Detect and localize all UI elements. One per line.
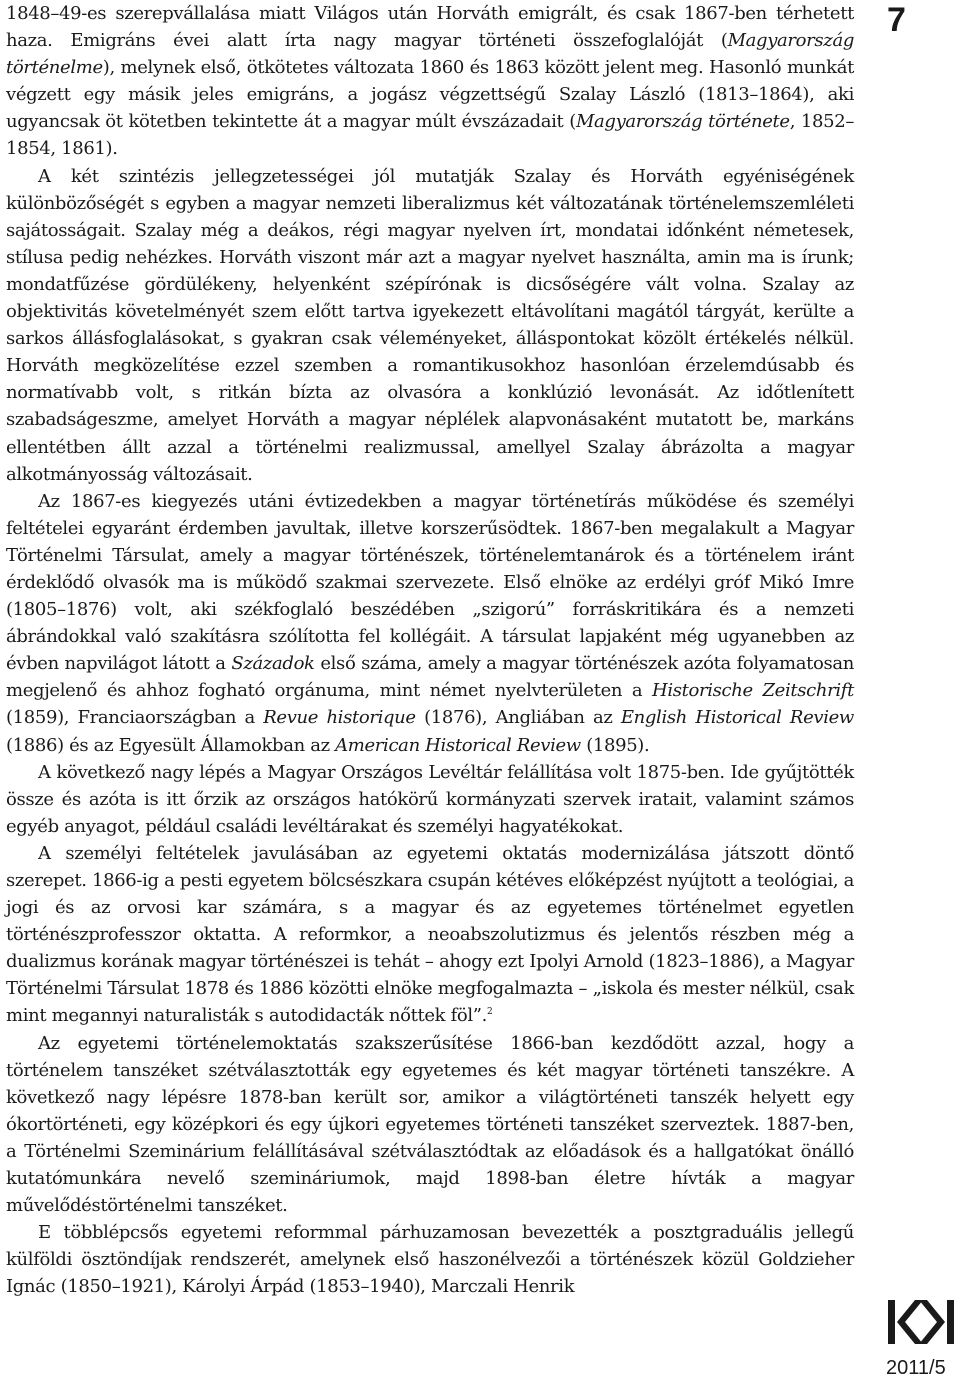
italic-title: American Historical Review <box>335 734 581 756</box>
paragraph <box>6 759 854 840</box>
text-run: (1886) és az Egyesült Államokban az <box>6 734 336 756</box>
text-run: első száma, amely a magyar történészek azóta folyamatosan megjelenő és ahhoz fogható orgánuma, mint német nyelvterületen a <box>6 653 854 702</box>
italic-title: Revue historique <box>263 707 416 729</box>
paragraph <box>6 1219 854 1300</box>
text-run: (1859), Franciaországban a <box>6 707 264 729</box>
text-run: , 1852–1854, 1861). <box>6 111 854 160</box>
text-run: Az 1867-es kiegyezés utáni évtizedekben a magyar történetírás működése és személyi feltételei egyaránt érdemben javultak, illetve korszerűsödtek. 1867-ben megalakult a Magyar Történelmi Társulat, amely a magyar történészek, történelemtanárok és a történelem iránt érdeklődő olvasók ma is működő szakmai szervezete. Első elnöke az erdélyi gróf Mikó Imre (1805–1876) volt, aki székfoglaló beszédében „szigorú” forráskritikára és a nemzeti ábrándokkal való szakításra szólította fel kollégáit. A társulat lapjaként még ugyanebben az évben napvilágot látott a <box>6 490 854 675</box>
paragraph <box>6 163 854 488</box>
page-number: 7 <box>887 1 906 39</box>
text-run: 1848–49-es szerepvállalása miatt Világos után Horváth emigrált, és csak 1867-ben térhetett haza. Emigráns évei alatt írta nagy magyar történeti összefoglalóját ( <box>6 3 854 52</box>
text-run: A két szintézis jellegzetességei jól mutatják Szalay és Horváth egyéniségének különbözőségét s egyben a magyar nemzeti liberalizmus két változatának történelemszemléleti sajátosságait. Szalay még a deákos, régi magyar nyelven írt, mondatai időnként németesek, stílusa pedig nehézkes. Horváth viszont már azt a magyar nyelvet használta, amin ma is írunk; mondatfűzése gördülékeny, helyenként szépírónak is dicsőségére vált volna. Szalay az objektivitás követelményét szem előtt tartva igyekezett eltávolítani magától tárgyát, kerülte a sarkos állásfoglalásokat, s gyakran csak véleményeket, álláspontokat közölt értékelés nélkül. Horváth megközelítése ezzel szemben a romantikusokhoz hasonlóan érzelemdúsabb és normatívabb volt, s ritkán bízta az olvasóra a konklúzió levonását. Az időtlenített szabadságeszme, amelyet Horváth a magyar néplélek alapvonásaként mutatott be, markáns ellentétben állt azzal a történelmi realizmussal, amellyel Szalay ábrázolta a magyar alkotmányosság változásait. <box>6 165 854 485</box>
paragraph <box>6 840 854 1030</box>
kk-journal-logo-icon <box>888 1298 954 1346</box>
italic-title: Magyarország történelme <box>6 30 854 79</box>
italic-title: English Historical Review <box>620 707 854 729</box>
text-run: (1876), Angliában az <box>415 707 621 729</box>
paragraph <box>6 488 854 759</box>
italic-title: Magyarország története <box>575 111 790 133</box>
italic-title: Historische Zeitschrift <box>651 680 854 702</box>
text-run: A személyi feltételek javulásában az egyetemi oktatás modernizálása játszott döntő szerepet. 1866-ig a pesti egyetem bölcsészkara csupán kétéves előképzést nyújtott a teológiai, a jogi és az orvosi kar számára, s a magyar és az egyetemes történelmet egyetlen történészprofesszor oktatta. A reformkor, a neoabszolutizmus és jelentős részben még a dualizmus korának magyar történészei is tehát – ahogy ezt Ipolyi Arnold (1823–1886), a Magyar Történelmi Társulat 1878 és 1886 közötti elnöke megfogalmazta – „iskola és mester nélkül, csak mint megannyi naturalisták s autodidacták nőttek föl”. <box>6 842 854 1027</box>
article-body <box>6 0 854 1301</box>
text-run: E többlépcsős egyetemi reformmal párhuzamosan bevezették a posztgraduális jellegű külföldi ösztöndíjak rendszerét, amelynek első haszonélvezői a történészek közül Goldzieher Ignác (1850–1921), Károlyi Árpád (1853–1940), Marczali Henrik <box>6 1222 854 1298</box>
text-run: A következő nagy lépés a Magyar Országos Levéltár felállítása volt 1875-ben. Ide gyűjtötték össze és azóta is itt őrzik az országos hatókörű kormányzati szervek iratait, valamint számos egyéb anyagot, például családi levéltárakat és személyi hagyatékokat. <box>6 761 854 837</box>
text-run: (1895). <box>580 734 650 756</box>
issue-number: 2011/5 <box>886 1357 946 1379</box>
italic-title: Századok <box>231 653 315 675</box>
footnote-marker: 2 <box>487 1007 493 1018</box>
paragraph <box>6 1030 854 1220</box>
paragraph <box>6 0 854 163</box>
text-run: Az egyetemi történelemoktatás szakszerűsítése 1866-ban kezdődött azzal, hogy a történelem tanszéket szétválasztották egy egyetemes és két magyar történeti tanszékre. A következő nagy lépésre 1878-ban került sor, amikor a világtörténeti tanszék helyett egy ókortörténeti, egy középkori és egy újkori egyetemes történeti tanszéket szerveztek. 1887-ben, a Történelmi Szeminárium felállításával szétválasztódtak az előadások és a hallgatókat önálló kutatómunkára nevelő szemináriumok, majd 1898-ban életre hívták a magyar művelődéstörténelmi tanszéket. <box>6 1032 854 1217</box>
text-run: ), melynek első, ötkötetes változata 1860 és 1863 között jelent meg. Hasonló munkát végzett egy másik jeles emigráns, a jogász végzettségű Szalay László (1813–1864), aki ugyancsak öt kötetben tekintette át a magyar múlt évszázadait ( <box>6 57 854 133</box>
